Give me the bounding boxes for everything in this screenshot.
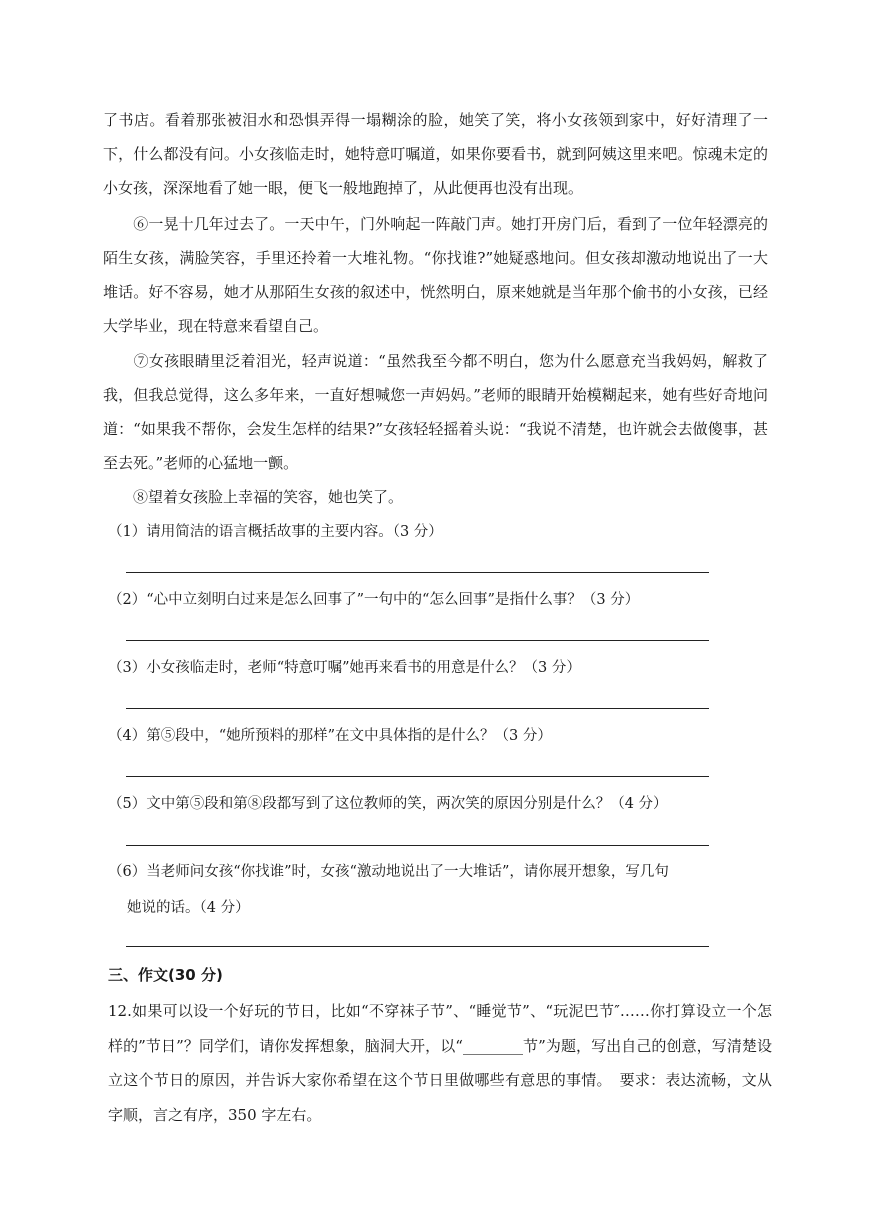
- question-5: （5）文中第⑤段和第⑧段都写到了这位教师的笑，两次笑的原因分别是什么？（4 分）: [108, 796, 668, 812]
- passage-paragraph-7: ⑦女孩眼睛里泛着泪光，轻声说道：“虽然我至今都不明白，您为什么愿意充当我妈妈，解救了我，但我总觉得，这么多年来，一直好想喊您一声妈妈。”老师的眼睛开始模糊起来，她有些好奇地问道：“如果我不帮你，会发生怎样的结果?”女孩轻轻摇着头说：“我说不清楚，也许就会去做傻事，甚至去死。”老师的心猛地一颤。: [103, 352, 768, 472]
- passage-paragraph-6: ⑥一晃十几年过去了。一天中午，门外响起一阵敲门声。她打开房门后，看到了一位年轻漂亮的陌生女孩，满脸笑容，手里还拎着一大堆礼物。“你找谁?”她疑惑地问。但女孩却激动地说出了一大堆话。好不容易，她才从那陌生女孩的叙述中，恍然明白，原来她就是当年那个偷书的小女孩，已经大学毕业，现在特意来看望自己。: [103, 215, 768, 335]
- answer-line-4[interactable]: [126, 776, 709, 777]
- question-2: （2）“心中立刻明白过来是怎么回事了”一句中的“怎么回事”是指什么事？（3 分）: [108, 592, 640, 608]
- question-6-line-1: （6）当老师问女孩“你找谁”时，女孩“激动地说出了一大堆话”，请你展开想象，写几句: [108, 864, 669, 880]
- passage-paragraph-8: ⑧望着女孩脸上幸福的笑容，她也笑了。: [103, 488, 404, 506]
- answer-line-2[interactable]: [126, 640, 709, 641]
- question-1: （1）请用简洁的语言概括故事的主要内容。（3 分）: [108, 524, 443, 540]
- composition-prompt: 12.如果可以设一个好玩的节日，比如“不穿袜子节”、“睡觉节”、“玩泥巴节″……你打算设立一个怎样的”节日”？同学们，请你发挥想象，脑洞大开，以“________节”为题，写出自己的创意，写清楚设立这个节日的原因，并告诉大家你希望在这个节日里做哪些有意思的事情。 要求：表达流畅，文从字顺，言之有序，350 字左右。: [108, 1002, 772, 1124]
- answer-line-6[interactable]: [126, 946, 709, 947]
- question-4: （4）第⑤段中，“她所预料的那样”在文中具体指的是什么？（3 分）: [108, 728, 552, 744]
- passage-paragraph-5-end: 了书店。看着那张被泪水和恐惧弄得一塌糊涂的脸，她笑了笑，将小女孩领到家中，好好清理了一下，什么都没有问。小女孩临走时，她特意叮嘱道，如果你要看书，就到阿姨这里来吧。惊魂未定的小女孩，深深地看了她一眼，便飞一般地跑掉了，从此便再也没有出现。: [103, 111, 768, 197]
- composition-heading: 三、作文(30 分): [108, 966, 223, 984]
- answer-line-1[interactable]: [126, 572, 709, 573]
- question-6-line-2: 她说的话。（4 分）: [127, 900, 250, 916]
- answer-line-5[interactable]: [126, 845, 709, 846]
- question-3: （3）小女孩临走时，老师“特意叮嘱”她再来看书的用意是什么？（3 分）: [108, 660, 581, 676]
- answer-line-3[interactable]: [126, 708, 709, 709]
